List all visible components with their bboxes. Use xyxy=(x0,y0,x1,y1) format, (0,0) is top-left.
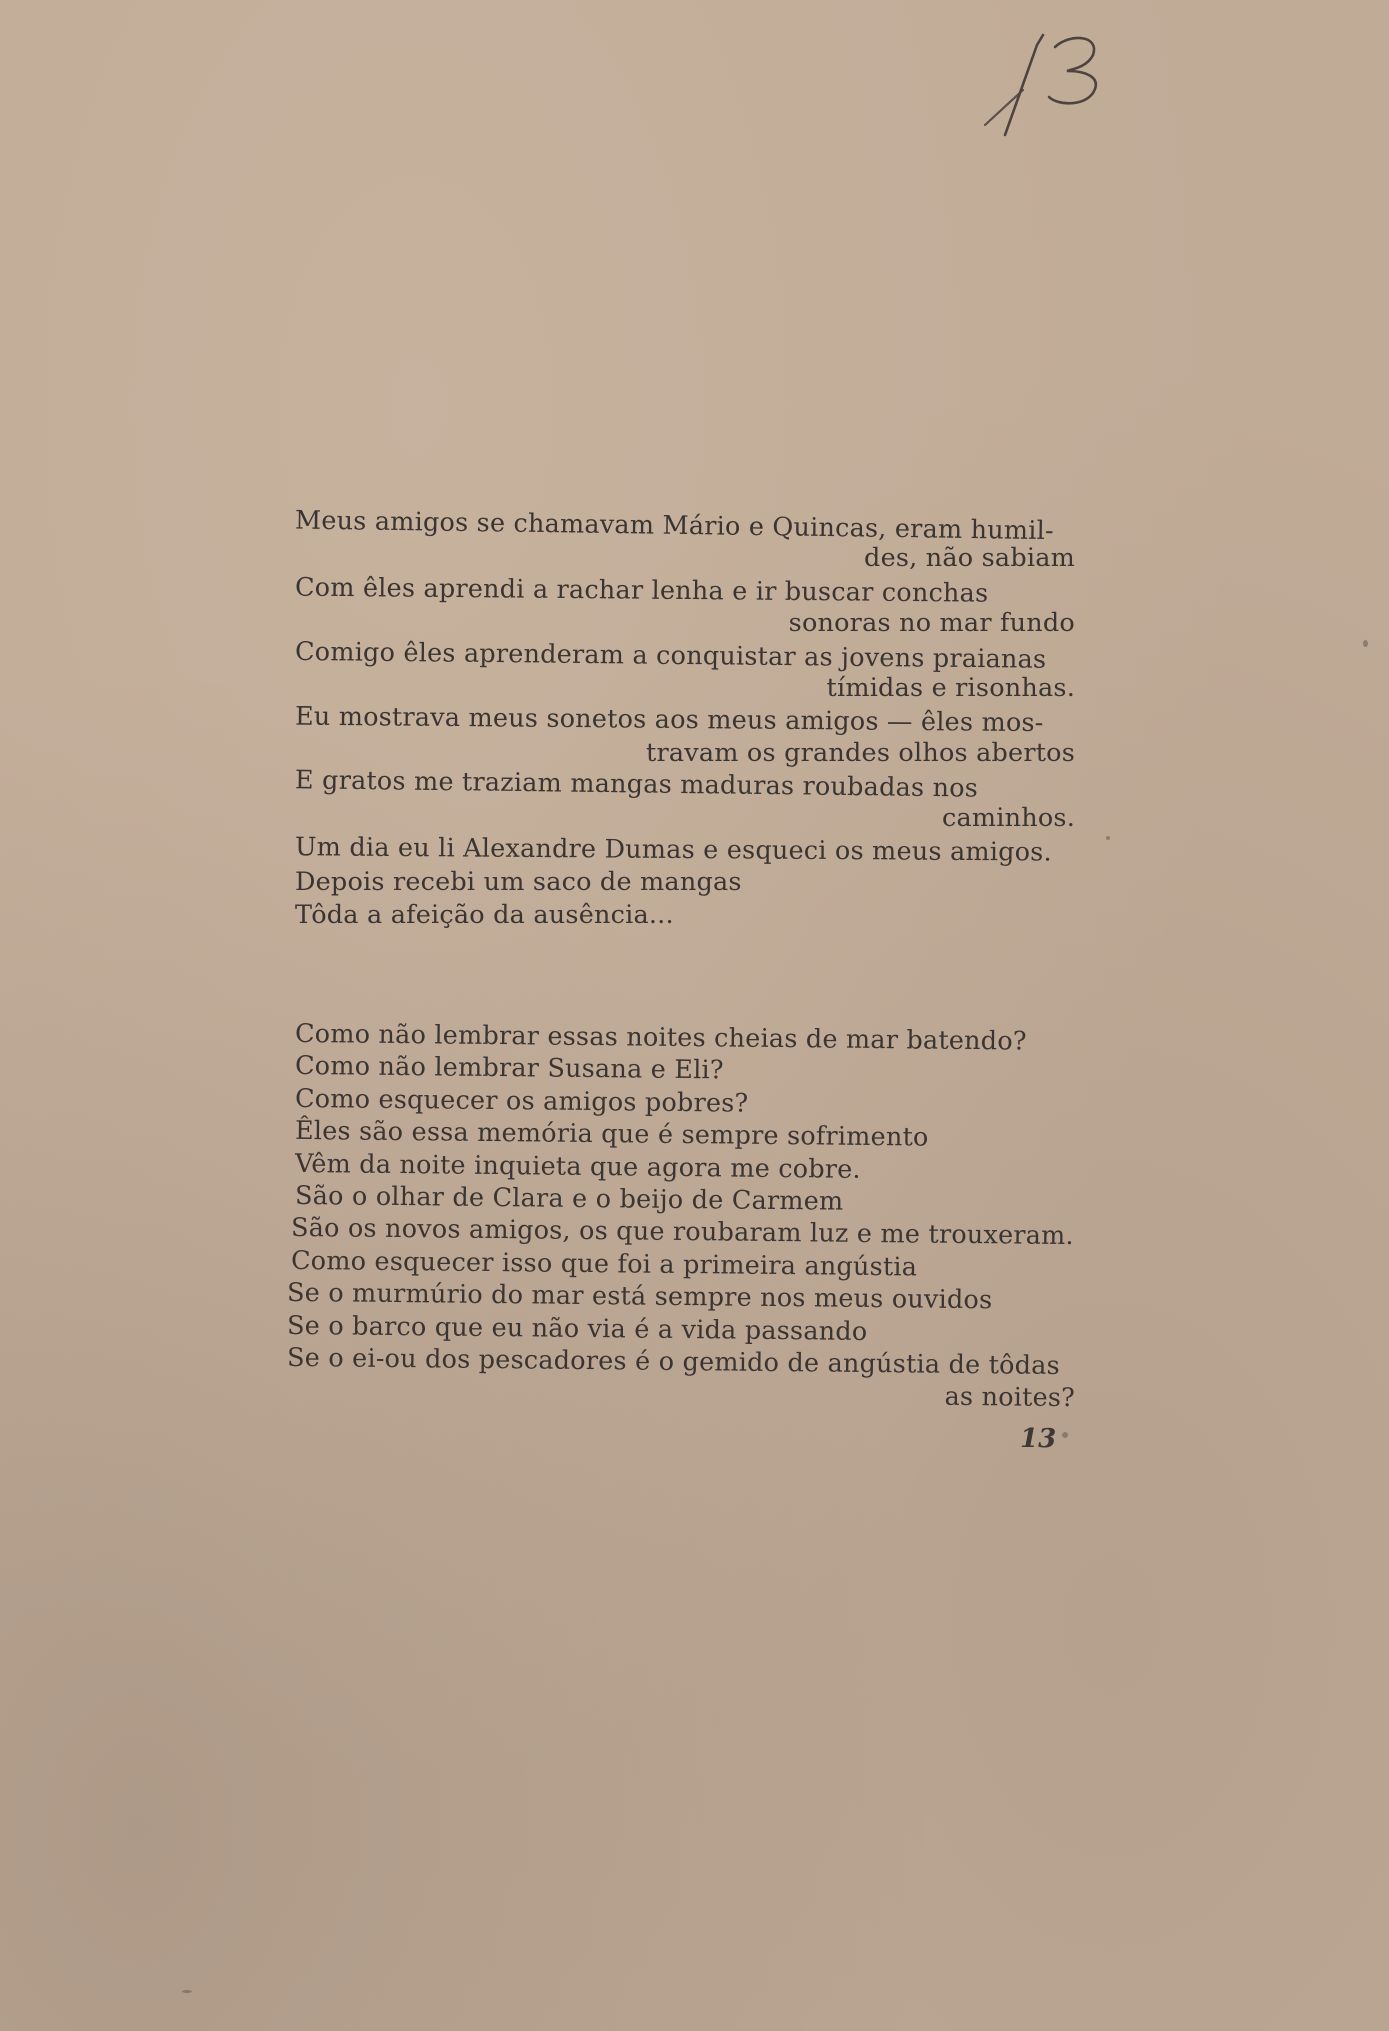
stanza-2-line-3: Como esquecer os amigos pobres? xyxy=(294,1083,749,1119)
paper-speck xyxy=(1106,836,1110,840)
stanza-1-line-7: Eu mostrava meus sonetos aos meus amigos — êles mos- xyxy=(294,701,1044,739)
stanza-2-line-2: Como não lembrar Susana e Eli? xyxy=(294,1051,724,1086)
stanza-1-line-13: Tôda a afeição da ausência... xyxy=(295,899,674,930)
handwritten-page-mark-drawing xyxy=(975,25,1145,155)
stanza-2-line-1: Como não lembrar essas noites cheias de mar batendo? xyxy=(294,1018,1027,1057)
stanza-1-line-8: travam os grandes olhos abertos xyxy=(646,737,1075,768)
handwritten-page-mark xyxy=(975,25,1145,155)
stanza-2 xyxy=(286,1018,1076,1414)
stanza-1-line-6: tímidas e risonhas. xyxy=(826,672,1075,703)
stanza-1-line-4: sonoras no mar fundo xyxy=(788,608,1075,639)
stanza-2-line-5: Vêm da noite inquieta que agora me cobre. xyxy=(294,1148,861,1185)
stanza-1-line-2: des, não sabiam xyxy=(864,543,1075,574)
stanza-1-line-10: caminhos. xyxy=(941,802,1075,833)
stanza-1-line-3: Com êles aprendi a rachar lenha e ir buscar conchas xyxy=(294,572,989,609)
stanza-2-line-4: Êles são essa memória que é sempre sofrimento xyxy=(294,1116,929,1153)
stanza-2-line-8: Como esquecer isso que foi a primeira angústia xyxy=(290,1245,918,1283)
stanza-1-line-9: E gratos me traziam mangas maduras roubadas nos xyxy=(294,765,979,804)
paper-speck xyxy=(1363,640,1368,647)
paper-speck xyxy=(1062,1432,1068,1438)
stanza-1-line-1: Meus amigos se chamavam Mário e Quincas, eram humil- xyxy=(294,505,1055,547)
stanza-2-line-6: São o olhar de Clara e o beijo de Carmem xyxy=(294,1180,844,1217)
stanza-1-line-11: Um dia eu li Alexandre Dumas e esqueci os meus amigos. xyxy=(294,832,1052,868)
page-number: 13 xyxy=(1020,1424,1057,1454)
stanza-1 xyxy=(294,505,1075,931)
stanza-2-line-10: Se o barco que eu não via é a vida passando xyxy=(286,1310,868,1347)
stanza-2-line-11: Se o ei-ou dos pescadores é o gemido de angústia de tôdas xyxy=(286,1342,1061,1381)
stanza-2-line-7: São os novos amigos, os que roubaram luz e me trouxeram. xyxy=(290,1213,1074,1252)
paper-speck xyxy=(182,1990,192,1993)
stanza-2-line-9: Se o murmúrio do mar está sempre nos meus ouvidos xyxy=(286,1278,993,1316)
stanza-1-line-12: Depois recebi um saco de mangas xyxy=(295,867,742,898)
stanza-2-line-12: as noites? xyxy=(944,1382,1076,1414)
stanza-1-line-5: Comigo êles aprenderam a conquistar as jovens praianas xyxy=(294,636,1047,675)
